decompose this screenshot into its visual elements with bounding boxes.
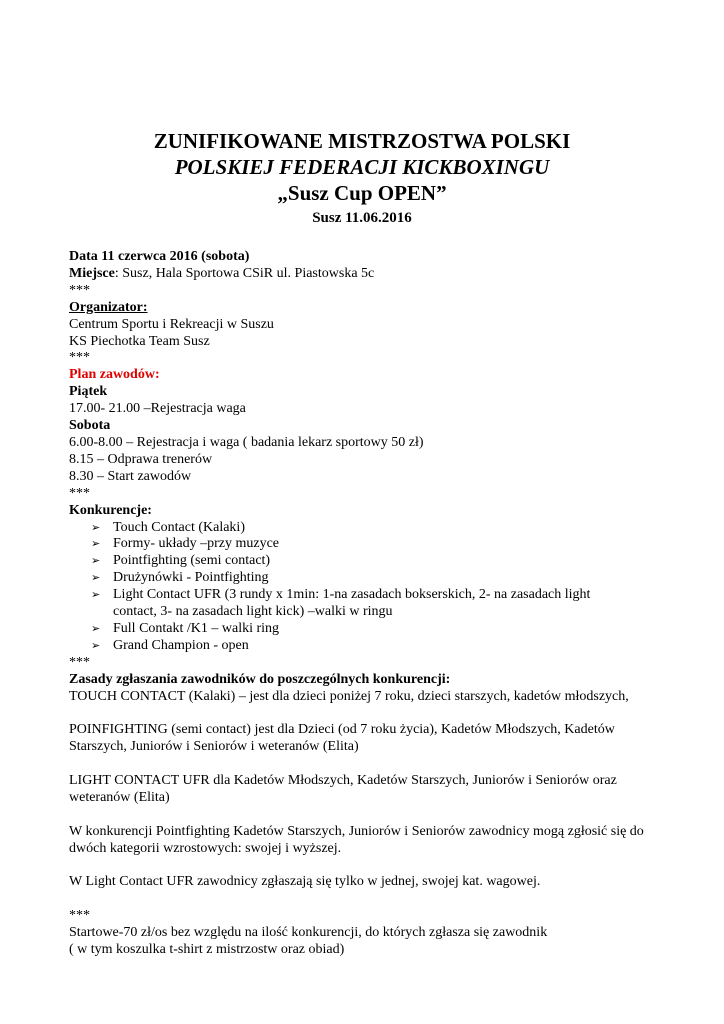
plan-heading: Plan zawodów: [69, 367, 160, 383]
organizer-heading: Organizator: [69, 299, 148, 315]
friday-item: 17.00- 21.00 –Rejestracja waga [69, 401, 246, 417]
competitions-heading: Konkurencje: [69, 502, 152, 518]
place-label: Miejsce [69, 265, 115, 281]
event-date: Data 11 czerwca 2016 (sobota) [69, 249, 250, 264]
competition-item [91, 553, 709, 570]
competition-item [91, 621, 709, 638]
fee-line: Startowe-70 zł/os bez względu na ilość konkurencji, do których zgłasza się zawodnik [69, 925, 548, 941]
separator: *** [69, 485, 90, 501]
separator: *** [69, 350, 90, 366]
arrowhead-bullet-icon: ➢ [91, 621, 101, 635]
competition-label: Full Contakt /K1 – walki ring [113, 620, 280, 636]
fee-line: ( w tym koszulka t-shirt z mistrzostw oraz obiad) [69, 942, 345, 958]
saturday-item: 6.00-8.00 – Rejestracja i waga ( badania lekarz sportowy 50 zł) [69, 434, 424, 450]
competition-label: Formy- układy –przy muzyce [113, 536, 280, 552]
separator: *** [69, 654, 90, 670]
competition-item [91, 638, 709, 655]
organizer-line: KS Piechotka Team Susz [69, 333, 210, 349]
arrowhead-bullet-icon: ➢ [91, 520, 101, 534]
title-line-2: POLSKIEJ FEDERACJI KICKBOXINGU [174, 155, 550, 179]
competition-label: Light Contact UFR (3 rundy x 1min: 1-na zasadach bokserskich, 2- na zasadach light contact, 3- na zasadach light kick) –walki w ringu [113, 587, 591, 620]
arrowhead-bullet-icon: ➢ [91, 554, 101, 568]
arrowhead-bullet-icon: ➢ [91, 588, 101, 602]
title-line-1: ZUNIFIKOWANE MISTRZOSTWA POLSKI [153, 129, 571, 153]
competition-label: Drużynówki - Pointfighting [113, 570, 269, 586]
arrowhead-bullet-icon: ➢ [91, 638, 101, 652]
title-line-3: „Susz Cup OPEN” [277, 181, 447, 205]
saturday-item: 8.30 – Start zawodów [69, 468, 192, 484]
rules-paragraph: TOUCH CONTACT (Kalaki) – jest dla dzieci poniżej 7 roku, dzieci starszych, kadetów młodszych, [69, 688, 629, 704]
rules-paragraph: POINFIGHTING (semi contact) jest dla Dzieci (od 7 roku życia), Kadetów Młodszych, Kadetów Starszych, Juniorów i Seniorów i weteranów (Elita) [69, 722, 615, 755]
arrowhead-bullet-icon: ➢ [91, 571, 101, 585]
arrowhead-bullet-icon: ➢ [91, 537, 101, 551]
rules-paragraph: LIGHT CONTACT UFR dla Kadetów Młodszych, Kadetów Starszych, Juniorów i Seniorów oraz weteranów (Elita) [69, 773, 617, 805]
organizer-line: Centrum Sportu i Rekreacji w Suszu [69, 316, 274, 332]
competition-item [91, 587, 633, 621]
rules-heading: Zasady zgłaszania zawodników do poszczególnych konkurencji: [69, 671, 451, 687]
competition-item [91, 570, 709, 587]
place-value: : Susz, Hala Sportowa CSiR ul. Piastowska 5c [114, 265, 375, 281]
separator: *** [69, 908, 90, 924]
saturday-label: Sobota [69, 418, 111, 434]
saturday-item: 8.15 – Odprawa trenerów [69, 451, 213, 467]
competition-label: Pointfighting (semi contact) [113, 553, 271, 569]
document-body [69, 249, 709, 959]
title-date: Susz 11.06.2016 [312, 210, 412, 226]
separator: *** [69, 282, 90, 298]
competition-label: Touch Contact (Kalaki) [113, 519, 245, 535]
competition-label: Grand Champion - open [113, 637, 249, 653]
rules-paragraph: W konkurencji Pointfighting Kadetów Starszych, Juniorów i Seniorów zawodnicy mogą zgłosić się do dwóch kategorii wzrostowych: swojej i wyższej. [69, 823, 644, 856]
competitions-list [69, 520, 709, 655]
document-header [0, 128, 724, 228]
rules-paragraph: W Light Contact UFR zawodnicy zgłaszają się tylko w jednej, swojej kat. wagowej. [69, 874, 541, 890]
event-place [69, 266, 709, 283]
friday-label: Piątek [69, 384, 108, 400]
competition-item [91, 520, 709, 537]
competition-item [91, 536, 709, 553]
